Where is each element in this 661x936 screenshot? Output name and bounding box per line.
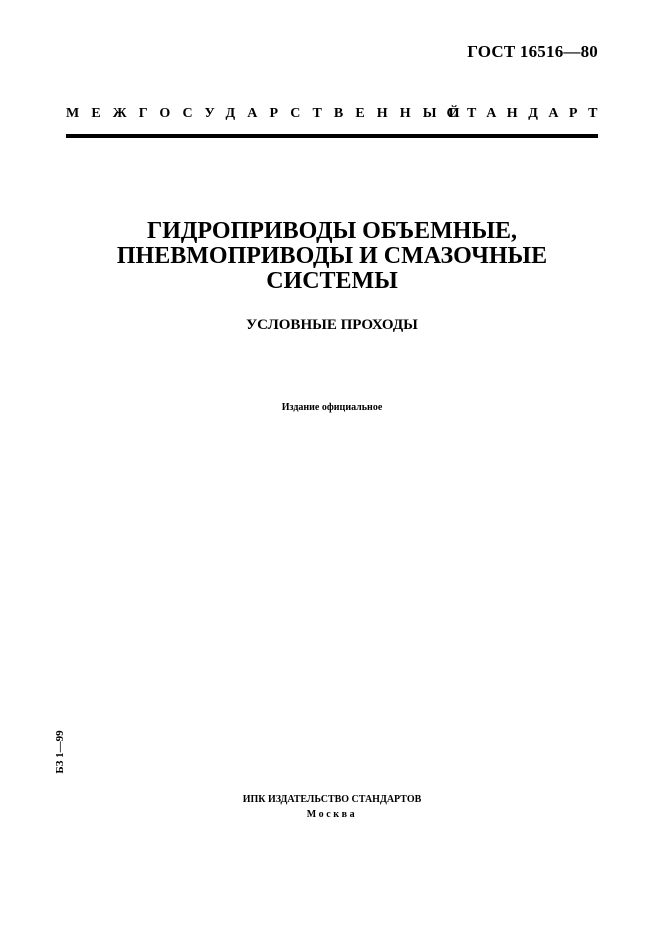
- edition-note: Издание официальное: [281, 402, 383, 413]
- standard-type-word-interstate: МЕЖГОСУДАРСТВЕННЫЙ: [66, 106, 472, 121]
- title-line-1: ГИДРОПРИВОДЫ ОБЪЕМНЫЕ,: [146, 218, 518, 244]
- publisher-name: ИПК ИЗДАТЕЛЬСТВО СТАНДАРТОВ: [242, 794, 422, 805]
- document-title: [66, 219, 598, 294]
- side-catalog-mark-text: БЗ 1—99: [54, 730, 66, 774]
- document-subtitle: УСЛОВНЫЕ ПРОХОДЫ: [246, 317, 418, 333]
- document-number: ГОСТ 16516—80: [467, 42, 598, 61]
- title-line-3: СИСТЕМЫ: [266, 268, 398, 294]
- title-line-2: ПНЕВМОПРИВОДЫ И СМАЗОЧНЫЕ: [116, 243, 548, 269]
- publisher-city: Москва: [306, 809, 358, 820]
- header-rule: [66, 134, 598, 138]
- standard-type-word-standard: СТАНДАРТ: [446, 106, 608, 121]
